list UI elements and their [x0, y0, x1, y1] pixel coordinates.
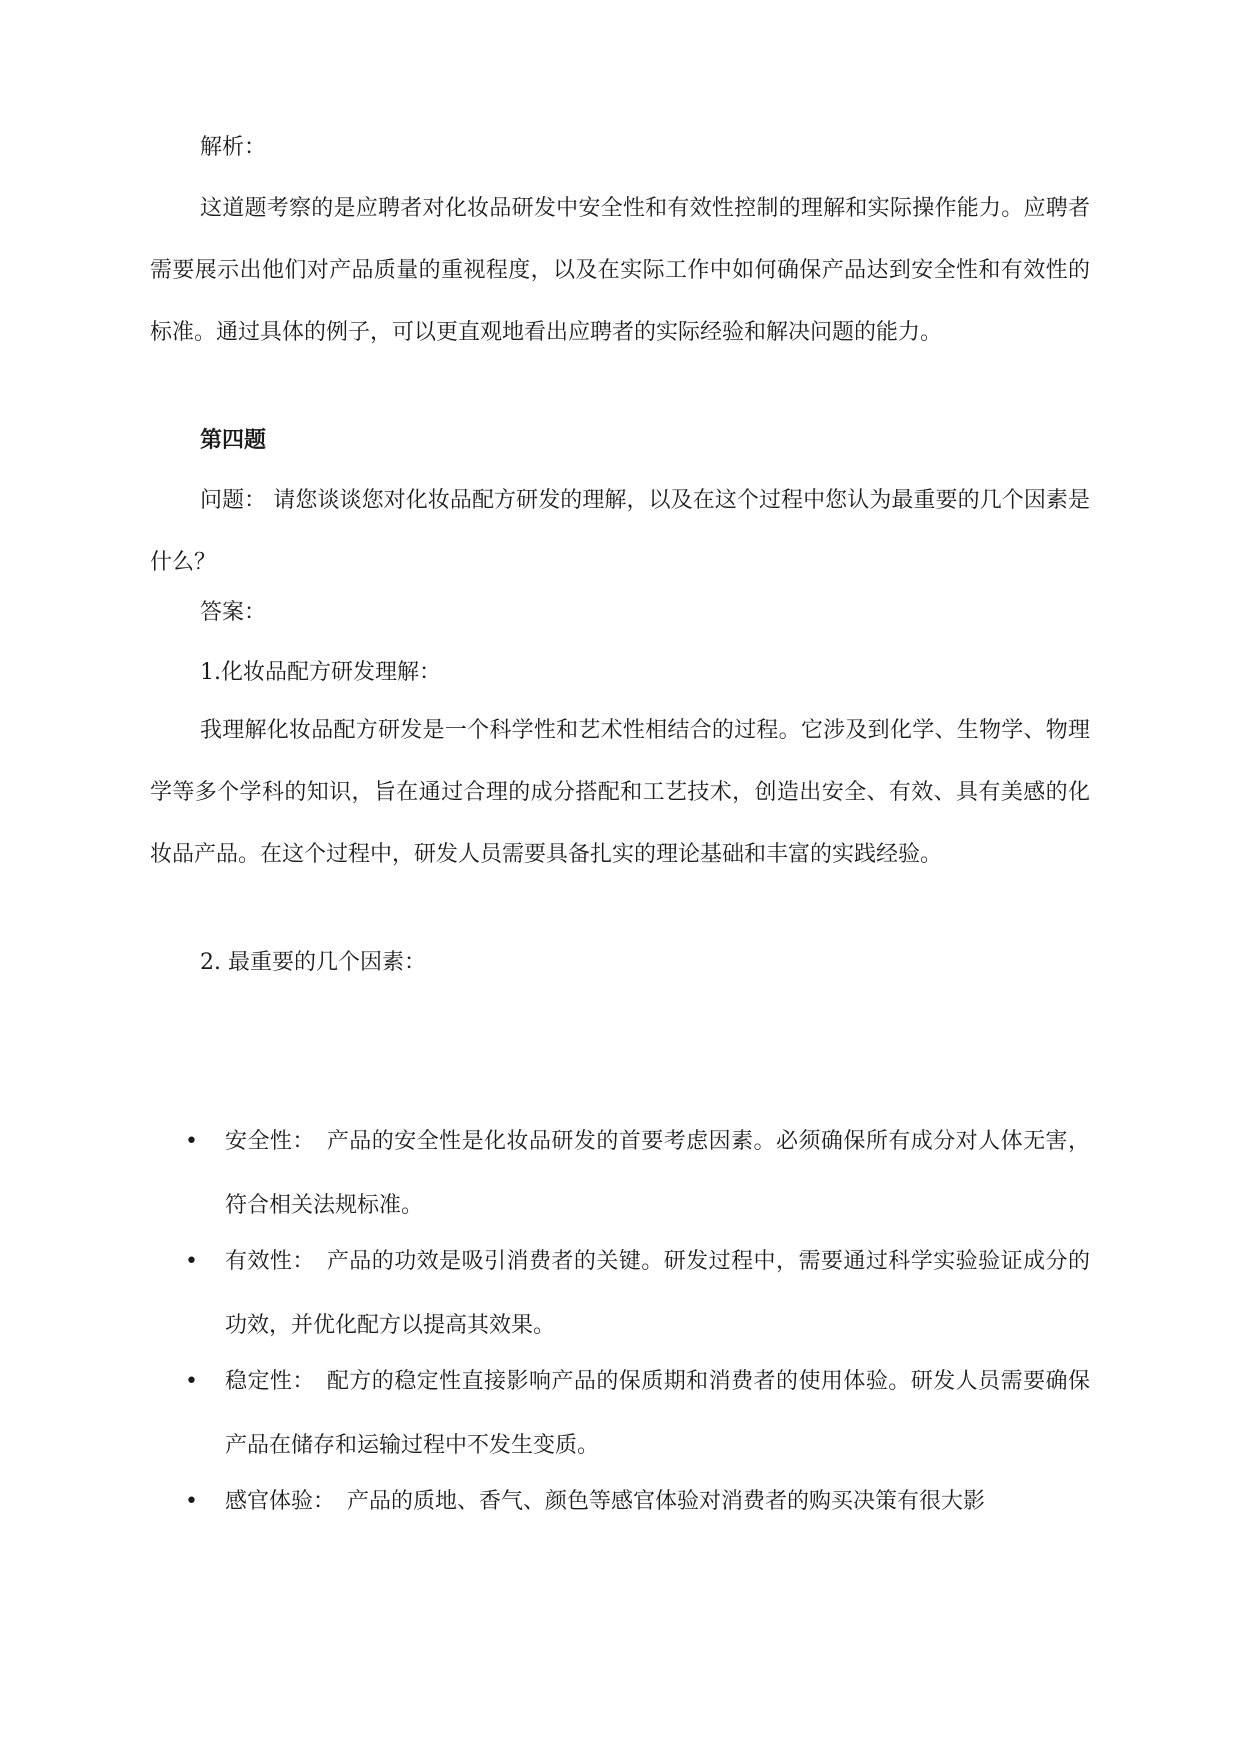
factor-text: 产品的功效是吸引消费者的关键。研发过程中，需要通过科学实验验证成分的功效，并优化配方以提高其效果。	[225, 1249, 1090, 1338]
factor-text: 配方的稳定性直接影响产品的保质期和消费者的使用体验。研发人员需要确保产品在储存和运输过程中不发生变质。	[225, 1369, 1090, 1458]
section2-title: 2. 最重要的几个因素：	[200, 950, 426, 975]
factor-term: 安全性：	[225, 1129, 315, 1154]
bullet-icon: •	[185, 1369, 198, 1394]
section1-body: 我理解化妆品配方研发是一个科学性和艺术性相结合的过程。它涉及到化学、生物学、物理学等多个学科的知识，旨在通过合理的成分搭配和工艺技术，创造出安全、有效、具有美感的化妆品产品。在这个过程中，研发人员需要具备扎实的理论基础和丰富的实践经验。	[150, 718, 1090, 867]
analysis-body: 这道题考察的是应聘者对化妆品研发中安全性和有效性控制的理解和实际操作能力。应聘者需要展示出他们对产品质量的重视程度，以及在实际工作中如何确保产品达到安全性和有效性的标准。通过具体的例子，可以更直观地看出应聘者的实际经验和解决问题的能力。	[150, 196, 1090, 345]
bullet-icon: •	[185, 1489, 198, 1514]
list-item	[150, 1230, 1090, 1358]
question-text: 问题： 请您谈谈您对化妆品配方研发的理解，以及在这个过程中您认为最重要的几个因素是什么？	[150, 488, 1090, 575]
document-page	[150, 0, 1090, 1754]
factor-text: 产品的质地、香气、颜色等感官体验对消费者的购买决策有很大影	[347, 1489, 986, 1514]
factor-list	[150, 1110, 1090, 1534]
list-item	[150, 1350, 1090, 1478]
factor-term: 感官体验：	[225, 1489, 336, 1514]
factor-text: 产品的安全性是化妆品研发的首要考虑因素。必须确保所有成分对人体无害，符合相关法规标准。	[225, 1129, 1090, 1218]
bullet-icon: •	[185, 1249, 198, 1274]
list-item	[150, 1110, 1090, 1238]
section1-title: 1.化妆品配方研发理解：	[200, 660, 441, 685]
bullet-icon: •	[185, 1129, 198, 1154]
answer-label: 答案：	[200, 600, 267, 625]
factor-term: 稳定性：	[225, 1369, 315, 1394]
question-heading: 第四题	[200, 428, 267, 453]
factor-term: 有效性：	[225, 1249, 315, 1274]
list-item	[150, 1470, 1090, 1534]
analysis-label: 解析：	[200, 135, 267, 160]
